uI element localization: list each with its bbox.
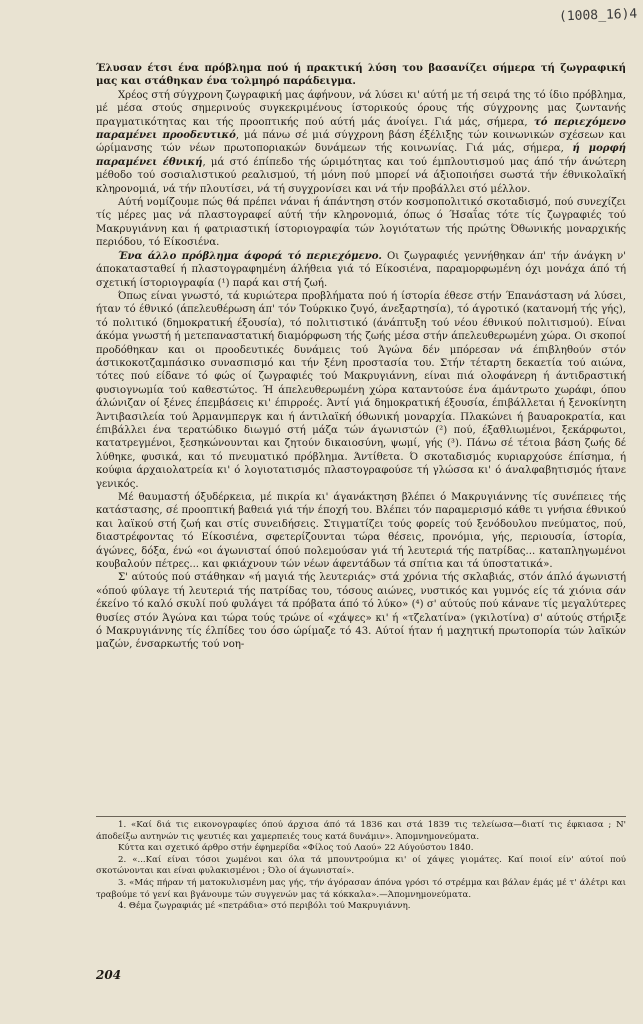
footnote: 2. «...Καί είναι τόσοι χωμένοι και όλα τά μπουντρούμια κι' οί χάψες γιομάτες. Καί ποιοί είν' αύτοί πού σκοτώνονται και είναι φυλακισμένοι ; Όλο οί άγωνισταί». <box>96 854 626 877</box>
footnotes <box>96 820 626 913</box>
paragraph-text: Μέ θαυμαστή όξυδέρκεια, μέ πικρία κι' άγανάκτηση βλέπει ό Μακρυγιάννης τίς συνέπειες τής κατάστασης, σέ προοπτική βαθειά γιά τήν έποχή του. Βλέπει τόν παραμερισμό κάθε τι γνήσια έθνικού και λαϊκού στή ζωή και στίς συνειδήσεις. Στιγματίζει τούς φορείς τού ξενόδουλου πνεύματος, πού, διαστρέφοντας τό Είκοσιένα, σφετερίζουνται τώρα θέσεις, προνόμια, γής, περιουσία, ίστορία, άγώνες, δόξα, ένώ «οι άγωνισταί όπού πολεμούσαν γιά τή λευτεριά τής πατρίδας... καταπληγωμένοι κουβαλούν πέτρες... και φκιάχνουν τών νέων άφεντάδων τά σπίτια και τά ύποστατικά». <box>96 492 626 571</box>
body-paragraph <box>96 571 626 651</box>
paragraph-text: , μά στό έπίπεδο τής ώριμότητας και τού έμπλουτισμού μας άπό τήν άνώτερη μέθοδο τού σοσιαλιστικού ρεαλισμού, τή μόνη πού μπορεί νά άξιοποιήσει σωστά τήν έθνικολαϊκή κληρονομιά, νά τήν πλουτίσει, νά τή συγχρονίσει και νά τήν προβάλλει στό μέλλον. <box>96 156 626 195</box>
handwritten-shelfmark: (1008_16)4 <box>558 6 638 25</box>
paragraph-text: Οι ζωγραφιές γεννήθηκαν άπ' τήν άνάγκη ν' άποκατασταθεί ή πλαστογραφημένη άλήθεια γιά τό Είκοσιένα, παραμορφωμένη όχι μονάχα άπό τή σχετική ίστοριογραφία (¹) παρά και στή ζωή. <box>96 250 626 289</box>
page-number: 204 <box>96 968 122 982</box>
body-paragraph <box>96 89 626 196</box>
main-text <box>96 62 626 652</box>
footnote: 4. Θέμα ζωγραφιάς μέ «πετράδια» στό περιβόλι τού Μακρυγιάννη. <box>118 901 411 912</box>
body-paragraph <box>96 62 626 89</box>
emphasized-text: Ένα άλλο πρόβλημα άφορά τό περιεχόμενο. <box>118 250 382 262</box>
paragraph-text: Σ' αύτούς πού στάθηκαν «ή μαγιά τής λευτεριάς» στά χρόνια τής σκλαβιάς, στόν άπλό άγωνιστή «όπού φύλαγε τή λευτεριά τής πατρίδας του, τόσους αιώνες, νυστικός και γυμνός είς τά χιόνια σάν έκείνο τό καλό σκυλί πού φυλάγει τά πρόβατα άπό τό λύκο» (⁴) σ' αύτούς πού κάνανε τίς μεγαλύτερες θυσίες στόν Άγώνα και τώρα τούς τρώνε οί «χάψες» κι' ή «τζελατίνα» (γκιλοτίνα) σ' αύτούς στήριξε ό Μακρυγιάννης τίς έλπίδες του όσο ώρίμαζε τό 43. Αύτοί ήταν ή μαχητική πρωτοπορία τών λαϊκών μαζών, ένσαρκωτής τού νοη- <box>96 572 626 651</box>
body-paragraph <box>96 250 626 290</box>
body-paragraph <box>96 290 626 491</box>
footnote: 1. «Καί διά τις εικονογραφίες όπού άρχισα άπό τά 1836 και στά 1839 τις τελείωσα—διατί τις έφκιασα ; Ν' άποδείξω αυτηνών τις ψευτιές και χαμερπειές τους κατά δυνάμιν». Άπομνημονεύματα. <box>96 820 626 842</box>
footnote: Κύττα και σχετικό άρθρο στήν έφημερίδα «Φίλος τού Λαού» 22 Αύγούστου 1840. <box>118 843 474 854</box>
footnote-divider <box>96 816 626 817</box>
paragraph-text: Χρέος στή σύγχρονη ζωγραφική μας άφήνουν, νά λύσει κι' αύτή με τή σειρά της τό ίδιο πρόβλημα, μέ μέσα στούς σημερινούς συγκεκριμένους ίστορικούς όρους τής σύγχρονης μας ζωντανής πραγματικότητας και τής προοπτικής πού αύτή μάς άνοίγει. Γιά μάς, σήμερα, <box>96 89 626 128</box>
body-paragraph <box>96 491 626 571</box>
body-paragraph <box>96 196 626 250</box>
footnote: 3. «Μάς πήραν τή ματοκυλισμένη μας γής, τήν άγόρασαν άπόνα γρόσι τό στρέμμα και βάλαν έμάς μέ τ' άλέτρι και τραβούμε τό γενί και βγάνουμε τών συγγενών μας τά κόκκαλα».—Άπομνημονεύματα. <box>96 877 626 900</box>
paragraph-text: Αύτή νομίζουμε πώς θά πρέπει νάναι ή άπάντηση στόν κοσμοπολιτικό σκοταδισμό, πού συνεχίζει τίς μέρες μας νά πλαστογραφεί αύτή τήν κληρονομιά, όπως ό Ήσαΐας τότε τίς ζωγραφιές τού Μακρυγιάννη και ή φατριαστική ίστοριογραφία τών λογιότατων τής πρώτης Όθωνικής μοναρχικής περιόδου, τό Είκοσιένα. <box>96 197 626 249</box>
paragraph-text: , μά πάνω σέ μιά σύγχρονη βάση έξέλιξης τών κοινωνικών σχέσεων και ώρίμανσης τών νέων πρωτοποριακών δυνάμεων τής κοινωνίας. Γιά μάς, σήμερα, <box>96 130 626 155</box>
paragraph-text: Όπως είναι γνωστό, τά κυριώτερα προβλήματα πού ή ίστορία έθεσε στήν Έπανάσταση νά λύσει, ήταν τό έθνικό (άπελευθέρωση άπ' τόν Τούρκικο ζυγό, άνεξαρτησία), τό άγροτικό (κατανομή τής γής), τό πολιτικό (δημοκρατική έξουσία), τό πολιτιστικό (άνάπτυξη τού νέου έθνικού πολιτισμού). Είναι άκόμα γνωστή ή μετεπαναστατική διαμόρφωση τής ζωής μέσα στήν άπελευθερωμένη χώρα. Οι σκοποί προδόθηκαν και οι προοδευτικές δυνάμεις τού Άγώνα δέν μπόρεσαν νά έπιβληθούν στόν άστικοκοτζαμπάσικο συνασπισμό και τήν ξένη προστασία του. Στήν τέταρτη δεκαετία τού αιώνα, τότες πού είδανε τό φώς οί ζωγραφιές τού Μακρυγιάννη, είναι πιά ολοφάνερη ή άντιδραστική φυσιογνωμία τού καθεστώτος. Ή άπελευθερωμένη χώρα καταντούσε ένα άμάντρωτο χωράφι, όπου άλώνιζαν οί ξένες έπεμβάσεις κι' έπιρροές. Άντί γιά δημοκρατική έξουσία, έπιβάλλεται ή ξενοκίνητη Άντιβασιλεία τού Άρμανμπεργκ και ή άντιλαϊκή όθωνική μοναρχία. Πλακώνει ή βαυαροκρατία, και έπιβάλλει ένα τερατώδικο διωγμό στή μάζα τών άγωνιστών (²) πού, έξαθλιωμένοι, ξεκάρφωτοι, κατατρεγμένοι, ξεσηκώνουνται και ζητούν δικαιοσύνη, ψωμί, γής (³). Πάνω σέ τέτοια βάση ζωής δέ λύθηκε, φυσικά, και τό πνευματικό πρόβλημα. Άντίθετα. Ό σκοταδισμός κυριαρχούσε έπίσημα, ή κούφια άρχαιολατρεία κι' ό λογιοτατισμός πλαστογραφούσε τή γλώσσα κι' ό άναλφαβητισμός ήτανε γενικός. <box>96 290 626 490</box>
emphasized-text: ή μορφή παραμένει έθνική <box>96 143 626 168</box>
emphasized-text: τό περιεχόμενο παραμένει προοδευτικό <box>96 116 626 142</box>
paragraph-text: Έλυσαν έτσι ένα πρόβλημα πού ή πρακτική λύση του βασανίζει σήμερα τή ζωγραφική μας και στάθηκαν ένα τολμηρό παράδειγμα. <box>96 63 626 88</box>
